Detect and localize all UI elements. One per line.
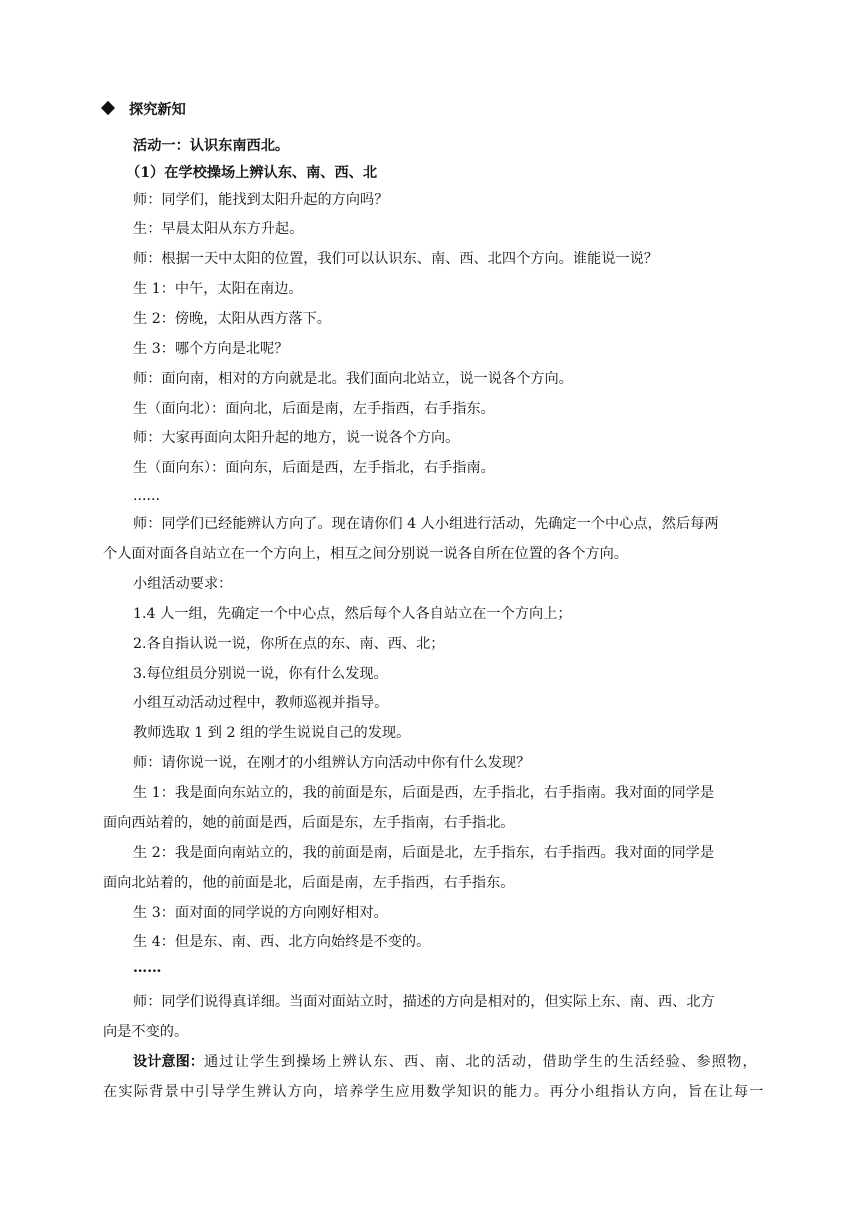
paragraph-line: 生 1：我是面向东站立的，我的前面是东，后面是西，左手指北，右手指南。我对面的同学是	[133, 785, 715, 801]
paragraph-line: 师：同学们，能找到太阳升起的方向吗？	[133, 192, 389, 208]
design-intent-text: 通过让学生到操场上辨认东、西、南、北的活动，借助学生的生活经验、参照物，	[203, 1054, 758, 1070]
paragraph-line: 小组互动活动过程中，教师巡视并指导。	[133, 695, 389, 711]
paragraph-line: 向是不变的。	[103, 1024, 189, 1040]
paragraph-line: 个人面对面各自站立在一个方向上，相互之间分别说一说各自所在位置的各个方向。	[103, 546, 628, 562]
paragraph-line: 面向西站着的，她的前面是西，后面是东，左手指南，右手指北。	[103, 815, 515, 831]
ellipsis: ......	[133, 488, 161, 504]
paragraph-line: 师：面向南，相对的方向就是北。我们面向北站立，说一说各个方向。	[133, 371, 573, 387]
design-intent-line	[133, 1052, 758, 1072]
paragraph-line: 面向北站着的，他的前面是北，后面是南，左手指西，右手指东。	[103, 875, 515, 891]
paragraph-line: 师：同学们说得真详细。当面对面站立时，描述的方向是相对的，但实际上东、南、西、北方	[133, 994, 715, 1010]
paragraph-line: 师：大家再面向太阳升起的地方，说一说各个方向。	[133, 430, 460, 446]
list-item: 3.每位组员分别说一说，你有什么发现。	[133, 666, 388, 682]
list-item: 2.各自指认说一说，你所在点的东、南、西、北；	[133, 636, 445, 652]
design-intent-label: 设计意图：	[133, 1054, 204, 1070]
list-item: 1.4 人一组，先确定一个中心点，然后每个人各自站立在一个方向上；	[133, 606, 572, 622]
paragraph-line: 生（面向北）：面向北，后面是南，左手指西，右手指东。	[133, 401, 495, 417]
paragraph-line: 生 3：哪个方向是北呢？	[133, 341, 289, 357]
paragraph-line: 生 2：我是面向南站立的，我的前面是南，后面是北，左手指东，右手指西。我对面的同学是	[133, 845, 715, 861]
paragraph-line: 生（面向东）：面向东，后面是西，左手指北，右手指南。	[133, 460, 495, 476]
paragraph-line: 师：同学们已经能辨认方向了。现在请你们 4 人小组进行活动，先确定一个中心点，然后每两	[133, 516, 719, 532]
activity-title: 活动一：认识东南西北。	[133, 138, 290, 154]
ellipsis: ……	[133, 960, 162, 976]
paragraph-line: 小组活动要求：	[133, 576, 233, 592]
paragraph-line: 师：请你说一说，在刚才的小组辨认方向活动中你有什么发现？	[133, 755, 531, 771]
paragraph-line: 师：根据一天中太阳的位置，我们可以认识东、南、西、北四个方向。谁能说一说？	[133, 251, 658, 267]
paragraph-line: 生 1：中午，太阳在南边。	[133, 281, 303, 297]
paragraph-line: 生 3：面对面的同学说的方向刚好相对。	[133, 905, 388, 921]
paragraph-line: 教师选取 1 到 2 组的学生说说自己的发现。	[133, 725, 411, 741]
paragraph-line: 生：早晨太阳从东方升起。	[133, 221, 304, 237]
paragraph-line: 生 2：傍晚，太阳从西方落下。	[133, 311, 331, 327]
design-intent-line: 在实际背景中引导学生辨认方向，培养学生应用数学知识的能力。再分小组指认方向，旨在让每一	[103, 1084, 765, 1100]
section-heading-text: 探究新知	[129, 102, 186, 118]
diamond-bullet-icon	[101, 101, 115, 115]
section-heading	[103, 100, 186, 120]
paragraph-line: 生 4：但是东、南、西、北方向始终是不变的。	[133, 934, 431, 950]
sub-heading: （1）在学校操场上辨认东、南、西、北	[126, 165, 378, 181]
